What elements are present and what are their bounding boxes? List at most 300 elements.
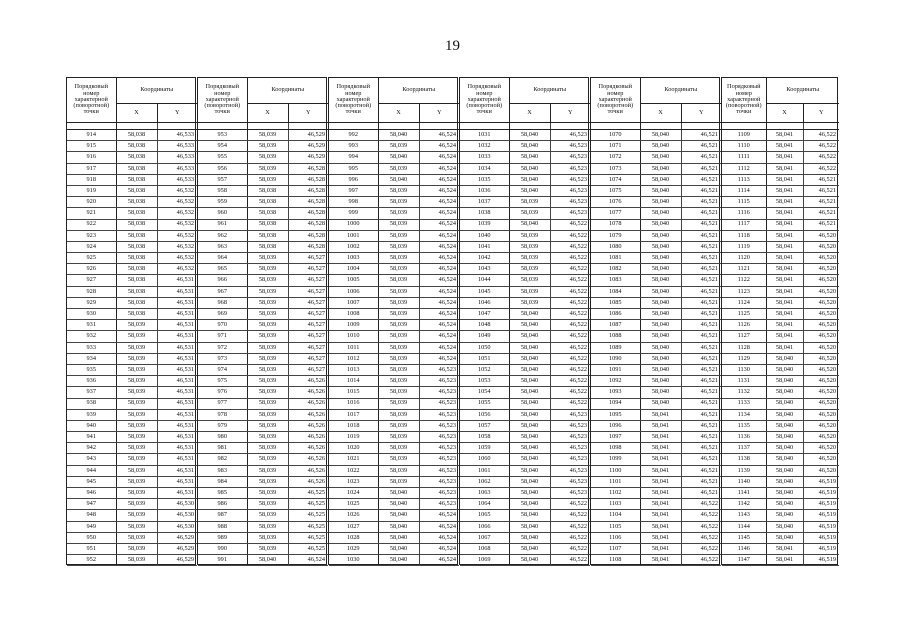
point-number: 1133 (722, 398, 766, 409)
x-coordinate: 58,039 (247, 387, 288, 398)
table-row (460, 230, 590, 241)
x-coordinate: 58,041 (640, 409, 681, 420)
table-row (591, 488, 721, 499)
y-coordinate: 46,523 (419, 476, 459, 487)
x-coordinate: 58,041 (766, 241, 803, 252)
y-coordinate: 46,522 (550, 499, 590, 510)
y-coordinate: 46,523 (419, 420, 459, 431)
y-coordinate: 46,521 (681, 476, 721, 487)
table-row (67, 253, 197, 264)
x-coordinate: 58,040 (378, 488, 419, 499)
point-number-header-line: (поворотной) (204, 102, 241, 110)
y-coordinate: 46,522 (550, 297, 590, 308)
point-number: 921 (67, 208, 116, 219)
x-coordinate: 58,039 (247, 521, 288, 532)
point-number: 1117 (722, 219, 766, 230)
point-number: 989 (198, 532, 247, 543)
x-coordinate: 58,039 (247, 510, 288, 521)
table-row (67, 409, 197, 420)
y-coordinate: 46,532 (157, 197, 197, 208)
point-number: 1056 (460, 409, 509, 420)
point-number: 1053 (460, 376, 509, 387)
point-number: 1033 (460, 152, 509, 163)
table-row (198, 331, 328, 342)
table-row (198, 409, 328, 420)
table-row (722, 163, 839, 174)
table-row (591, 432, 721, 443)
y-coordinate: 46,531 (157, 275, 197, 286)
point-number: 1005 (329, 275, 378, 286)
y-coordinate: 46,526 (288, 432, 328, 443)
y-coordinate: 46,521 (681, 130, 721, 141)
table-row (198, 253, 328, 264)
x-coordinate: 58,039 (378, 331, 419, 342)
x-coordinate: 58,039 (247, 420, 288, 431)
y-coordinate: 46,524 (419, 286, 459, 297)
y-coordinate: 46,523 (419, 398, 459, 409)
table-row (198, 185, 328, 196)
table-row (198, 420, 328, 431)
y-coordinate: 46,520 (803, 264, 839, 275)
point-number: 919 (67, 185, 116, 196)
table-row (722, 465, 839, 476)
table-row (67, 286, 197, 297)
x-coordinate: 58,038 (247, 241, 288, 252)
point-number: 1086 (591, 309, 640, 320)
point-number-header-line: точки (476, 108, 492, 116)
y-coordinate: 46,519 (803, 543, 839, 554)
point-number: 1057 (460, 420, 509, 431)
x-coordinate: 58,039 (247, 476, 288, 487)
y-coordinate: 46,523 (419, 387, 459, 398)
y-coordinate: 46,522 (681, 532, 721, 543)
y-coordinate: 46,532 (157, 241, 197, 252)
point-number: 998 (329, 197, 378, 208)
y-coordinate: 46,521 (681, 331, 721, 342)
y-coordinate: 46,522 (550, 253, 590, 264)
point-number: 915 (67, 141, 116, 152)
y-coordinate: 46,522 (550, 353, 590, 364)
x-coordinate: 58,040 (640, 230, 681, 241)
y-coordinate: 46,521 (681, 309, 721, 320)
point-number: 1081 (591, 253, 640, 264)
table-row (591, 264, 721, 275)
point-number: 1074 (591, 174, 640, 185)
point-number-header (591, 78, 640, 123)
x-coordinate: 58,039 (116, 555, 157, 566)
x-coordinate: 58,039 (247, 499, 288, 510)
x-coordinate: 58,040 (640, 219, 681, 230)
table-row (722, 286, 839, 297)
table-row (198, 476, 328, 487)
point-number: 932 (67, 331, 116, 342)
point-number: 995 (329, 163, 378, 174)
table-row (722, 197, 839, 208)
table-row (460, 197, 590, 208)
y-coordinate: 46,522 (681, 555, 721, 566)
table-row (198, 275, 328, 286)
table-row (67, 185, 197, 196)
point-number-header-line: Порядковый номер (598, 83, 632, 97)
y-coordinate: 46,531 (157, 476, 197, 487)
y-coordinate: 46,526 (288, 409, 328, 420)
table-row (198, 219, 328, 230)
table-row (198, 320, 328, 331)
y-coordinate: 46,531 (157, 309, 197, 320)
x-coordinate: 58,040 (509, 185, 550, 196)
y-coordinate: 46,521 (681, 320, 721, 331)
x-coordinate: 58,041 (766, 320, 803, 331)
point-number: 1021 (329, 454, 378, 465)
point-number: 1041 (460, 241, 509, 252)
y-coordinate: 46,520 (803, 309, 839, 320)
y-coordinate: 46,521 (681, 488, 721, 499)
point-number: 1071 (591, 141, 640, 152)
point-number: 1084 (591, 286, 640, 297)
x-coordinate: 58,039 (378, 376, 419, 387)
point-number: 923 (67, 230, 116, 241)
table-row (591, 476, 721, 487)
point-number: 937 (67, 387, 116, 398)
y-coordinate: 46,520 (803, 409, 839, 420)
table-row (329, 465, 459, 476)
table-row (591, 398, 721, 409)
x-coordinate: 58,040 (509, 443, 550, 454)
x-coordinate: 58,039 (247, 152, 288, 163)
point-number: 922 (67, 219, 116, 230)
x-coordinate: 58,039 (116, 364, 157, 375)
point-number: 1040 (460, 230, 509, 241)
table-row (198, 241, 328, 252)
x-coordinate: 58,039 (247, 141, 288, 152)
x-coordinate: 58,039 (247, 543, 288, 554)
y-coordinate: 46,523 (419, 499, 459, 510)
point-number: 935 (67, 364, 116, 375)
table-row (460, 432, 590, 443)
point-number-header-line: характерной (727, 95, 761, 103)
table-row (329, 241, 459, 252)
x-coordinate: 58,039 (116, 499, 157, 510)
y-coordinate: 46,525 (288, 499, 328, 510)
y-coordinate: 46,526 (288, 387, 328, 398)
y-coordinate: 46,519 (803, 488, 839, 499)
table-row (591, 208, 721, 219)
x-coordinate: 58,039 (378, 275, 419, 286)
x-coordinate: 58,040 (766, 521, 803, 532)
point-number: 1122 (722, 275, 766, 286)
x-coordinate: 58,039 (378, 387, 419, 398)
x-coordinate: 58,038 (116, 130, 157, 141)
table-row (198, 342, 328, 353)
point-number: 1130 (722, 364, 766, 375)
table-row (591, 163, 721, 174)
point-number: 1039 (460, 219, 509, 230)
y-coordinate: 46,523 (550, 174, 590, 185)
x-coordinate: 58,039 (378, 420, 419, 431)
point-number: 1027 (329, 521, 378, 532)
point-number: 938 (67, 398, 116, 409)
point-number: 1090 (591, 353, 640, 364)
x-coordinate: 58,039 (378, 208, 419, 219)
table-row (722, 398, 839, 409)
point-number: 1100 (591, 465, 640, 476)
point-number: 1129 (722, 353, 766, 364)
table-row (460, 353, 590, 364)
y-coordinate: 46,520 (803, 241, 839, 252)
table-row (460, 219, 590, 230)
point-number: 1070 (591, 130, 640, 141)
y-coordinate: 46,527 (288, 297, 328, 308)
x-coordinate: 58,040 (766, 432, 803, 443)
point-number: 1095 (591, 409, 640, 420)
y-coordinate: 46,522 (681, 499, 721, 510)
point-number: 1111 (722, 152, 766, 163)
table-row (329, 174, 459, 185)
table-row (329, 219, 459, 230)
table-section (721, 77, 838, 565)
table-row (198, 353, 328, 364)
x-coordinate: 58,041 (766, 253, 803, 264)
point-number: 1008 (329, 309, 378, 320)
y-coordinate: 46,530 (157, 521, 197, 532)
table-row (198, 130, 328, 141)
y-coordinate: 46,529 (157, 543, 197, 554)
x-coordinate: 58,039 (378, 309, 419, 320)
y-header: Y (419, 104, 459, 123)
point-number: 1036 (460, 185, 509, 196)
x-coordinate: 58,038 (116, 185, 157, 196)
x-coordinate: 58,040 (640, 264, 681, 275)
y-coordinate: 46,519 (803, 510, 839, 521)
x-coordinate: 58,039 (247, 342, 288, 353)
point-number: 1060 (460, 454, 509, 465)
x-coordinate: 58,039 (247, 297, 288, 308)
table-row (460, 141, 590, 152)
point-number: 914 (67, 130, 116, 141)
y-coordinate: 46,525 (288, 488, 328, 499)
table-row (591, 197, 721, 208)
table-row (329, 286, 459, 297)
point-number: 1000 (329, 219, 378, 230)
x-coordinate: 58,039 (509, 275, 550, 286)
point-number: 1031 (460, 130, 509, 141)
x-coordinate: 58,039 (247, 532, 288, 543)
y-coordinate: 46,528 (288, 174, 328, 185)
table-row (329, 353, 459, 364)
y-coordinate: 46,522 (550, 376, 590, 387)
table-row (722, 555, 839, 566)
point-number: 1135 (722, 420, 766, 431)
point-number: 1116 (722, 208, 766, 219)
table-row (67, 488, 197, 499)
table-row (460, 241, 590, 252)
point-number: 1054 (460, 387, 509, 398)
x-coordinate: 58,040 (509, 376, 550, 387)
x-coordinate: 58,040 (640, 353, 681, 364)
y-coordinate: 46,522 (681, 510, 721, 521)
y-coordinate: 46,520 (803, 376, 839, 387)
x-coordinate: 58,038 (116, 141, 157, 152)
point-number: 969 (198, 309, 247, 320)
coordinates-header: Координаты (766, 78, 839, 104)
y-coordinate: 46,524 (419, 331, 459, 342)
y-coordinate: 46,524 (419, 208, 459, 219)
x-coordinate: 58,041 (766, 197, 803, 208)
x-coordinate: 58,040 (509, 320, 550, 331)
point-number: 1043 (460, 264, 509, 275)
point-number: 1125 (722, 309, 766, 320)
table-row (329, 476, 459, 487)
point-number: 1055 (460, 398, 509, 409)
x-coordinate: 58,041 (766, 185, 803, 196)
table-row (460, 409, 590, 420)
point-number: 1049 (460, 331, 509, 342)
table-row (591, 152, 721, 163)
point-number: 984 (198, 476, 247, 487)
point-number: 977 (198, 398, 247, 409)
point-number: 934 (67, 353, 116, 364)
table-row (67, 532, 197, 543)
y-coordinate: 46,521 (681, 208, 721, 219)
point-number: 1146 (722, 543, 766, 554)
table-row (460, 152, 590, 163)
table-row (722, 353, 839, 364)
point-number: 971 (198, 331, 247, 342)
x-coordinate: 58,038 (116, 197, 157, 208)
y-coordinate: 46,521 (681, 241, 721, 252)
table-row (591, 141, 721, 152)
y-coordinate: 46,523 (419, 432, 459, 443)
point-number: 1121 (722, 264, 766, 275)
x-header: X (247, 104, 288, 123)
x-coordinate: 58,039 (116, 543, 157, 554)
x-coordinate: 58,040 (509, 152, 550, 163)
table-row (329, 185, 459, 196)
y-coordinate: 46,531 (157, 320, 197, 331)
point-number: 1141 (722, 488, 766, 499)
point-number: 987 (198, 510, 247, 521)
y-coordinate: 46,527 (288, 275, 328, 286)
table-row (329, 309, 459, 320)
point-number: 1088 (591, 331, 640, 342)
point-number: 1108 (591, 555, 640, 566)
table-row (591, 130, 721, 141)
point-number-header-line: точки (607, 108, 623, 116)
y-coordinate: 46,524 (419, 230, 459, 241)
y-coordinate: 46,524 (419, 297, 459, 308)
y-coordinate: 46,521 (803, 219, 839, 230)
y-coordinate: 46,523 (419, 488, 459, 499)
table-row (722, 420, 839, 431)
point-number: 1026 (329, 510, 378, 521)
table-row (67, 241, 197, 252)
x-coordinate: 58,040 (766, 476, 803, 487)
table-row (722, 376, 839, 387)
point-number: 933 (67, 342, 116, 353)
y-coordinate: 46,520 (803, 364, 839, 375)
x-coordinate: 58,039 (247, 398, 288, 409)
table-row (460, 320, 590, 331)
point-number: 954 (198, 141, 247, 152)
table-row (198, 174, 328, 185)
point-number: 1087 (591, 320, 640, 331)
y-coordinate: 46,523 (550, 185, 590, 196)
point-number-header (329, 78, 378, 123)
x-coordinate: 58,040 (509, 488, 550, 499)
x-coordinate: 58,038 (116, 309, 157, 320)
y-coordinate: 46,528 (288, 185, 328, 196)
x-coordinate: 58,040 (378, 532, 419, 543)
y-coordinate: 46,532 (157, 253, 197, 264)
table-row (198, 152, 328, 163)
y-coordinate: 46,531 (157, 297, 197, 308)
point-number-header (198, 78, 247, 123)
x-coordinate: 58,041 (766, 309, 803, 320)
y-coordinate: 46,522 (550, 543, 590, 554)
table-row (591, 174, 721, 185)
y-coordinate: 46,521 (681, 185, 721, 196)
x-coordinate: 58,040 (509, 130, 550, 141)
table-row (591, 185, 721, 196)
y-coordinate: 46,531 (157, 342, 197, 353)
x-coordinate: 58,040 (509, 476, 550, 487)
table-row (460, 387, 590, 398)
table-row (722, 320, 839, 331)
y-coordinate: 46,523 (419, 409, 459, 420)
x-header: X (766, 104, 803, 123)
point-number: 1066 (460, 521, 509, 532)
point-number: 1134 (722, 409, 766, 420)
x-coordinate: 58,041 (766, 543, 803, 554)
table-row (722, 309, 839, 320)
x-coordinate: 58,038 (116, 174, 157, 185)
y-coordinate: 46,522 (550, 532, 590, 543)
y-coordinate: 46,522 (550, 275, 590, 286)
point-number: 929 (67, 297, 116, 308)
x-coordinate: 58,040 (509, 174, 550, 185)
y-coordinate: 46,531 (157, 443, 197, 454)
table-row (198, 443, 328, 454)
y-coordinate: 46,532 (157, 185, 197, 196)
y-coordinate: 46,529 (157, 555, 197, 566)
x-coordinate: 58,040 (509, 465, 550, 476)
point-number-header-line: (поворотной) (73, 102, 110, 110)
point-number: 1142 (722, 499, 766, 510)
table-row (198, 286, 328, 297)
point-number-header-line: (поворотной) (597, 102, 634, 110)
table-row (329, 130, 459, 141)
point-number: 1077 (591, 208, 640, 219)
table-row (460, 454, 590, 465)
x-coordinate: 58,040 (640, 286, 681, 297)
x-coordinate: 58,041 (640, 432, 681, 443)
x-coordinate: 58,038 (247, 219, 288, 230)
y-coordinate: 46,519 (803, 532, 839, 543)
y-coordinate: 46,529 (288, 152, 328, 163)
point-number: 1006 (329, 286, 378, 297)
y-coordinate: 46,519 (803, 499, 839, 510)
x-coordinate: 58,040 (509, 219, 550, 230)
table-row (722, 219, 839, 230)
x-coordinate: 58,040 (766, 376, 803, 387)
y-coordinate: 46,523 (550, 465, 590, 476)
point-number: 1025 (329, 499, 378, 510)
table-row (329, 253, 459, 264)
x-coordinate: 58,040 (509, 387, 550, 398)
x-coordinate: 58,039 (378, 197, 419, 208)
coordinates-table (66, 77, 838, 565)
point-number: 999 (329, 208, 378, 219)
